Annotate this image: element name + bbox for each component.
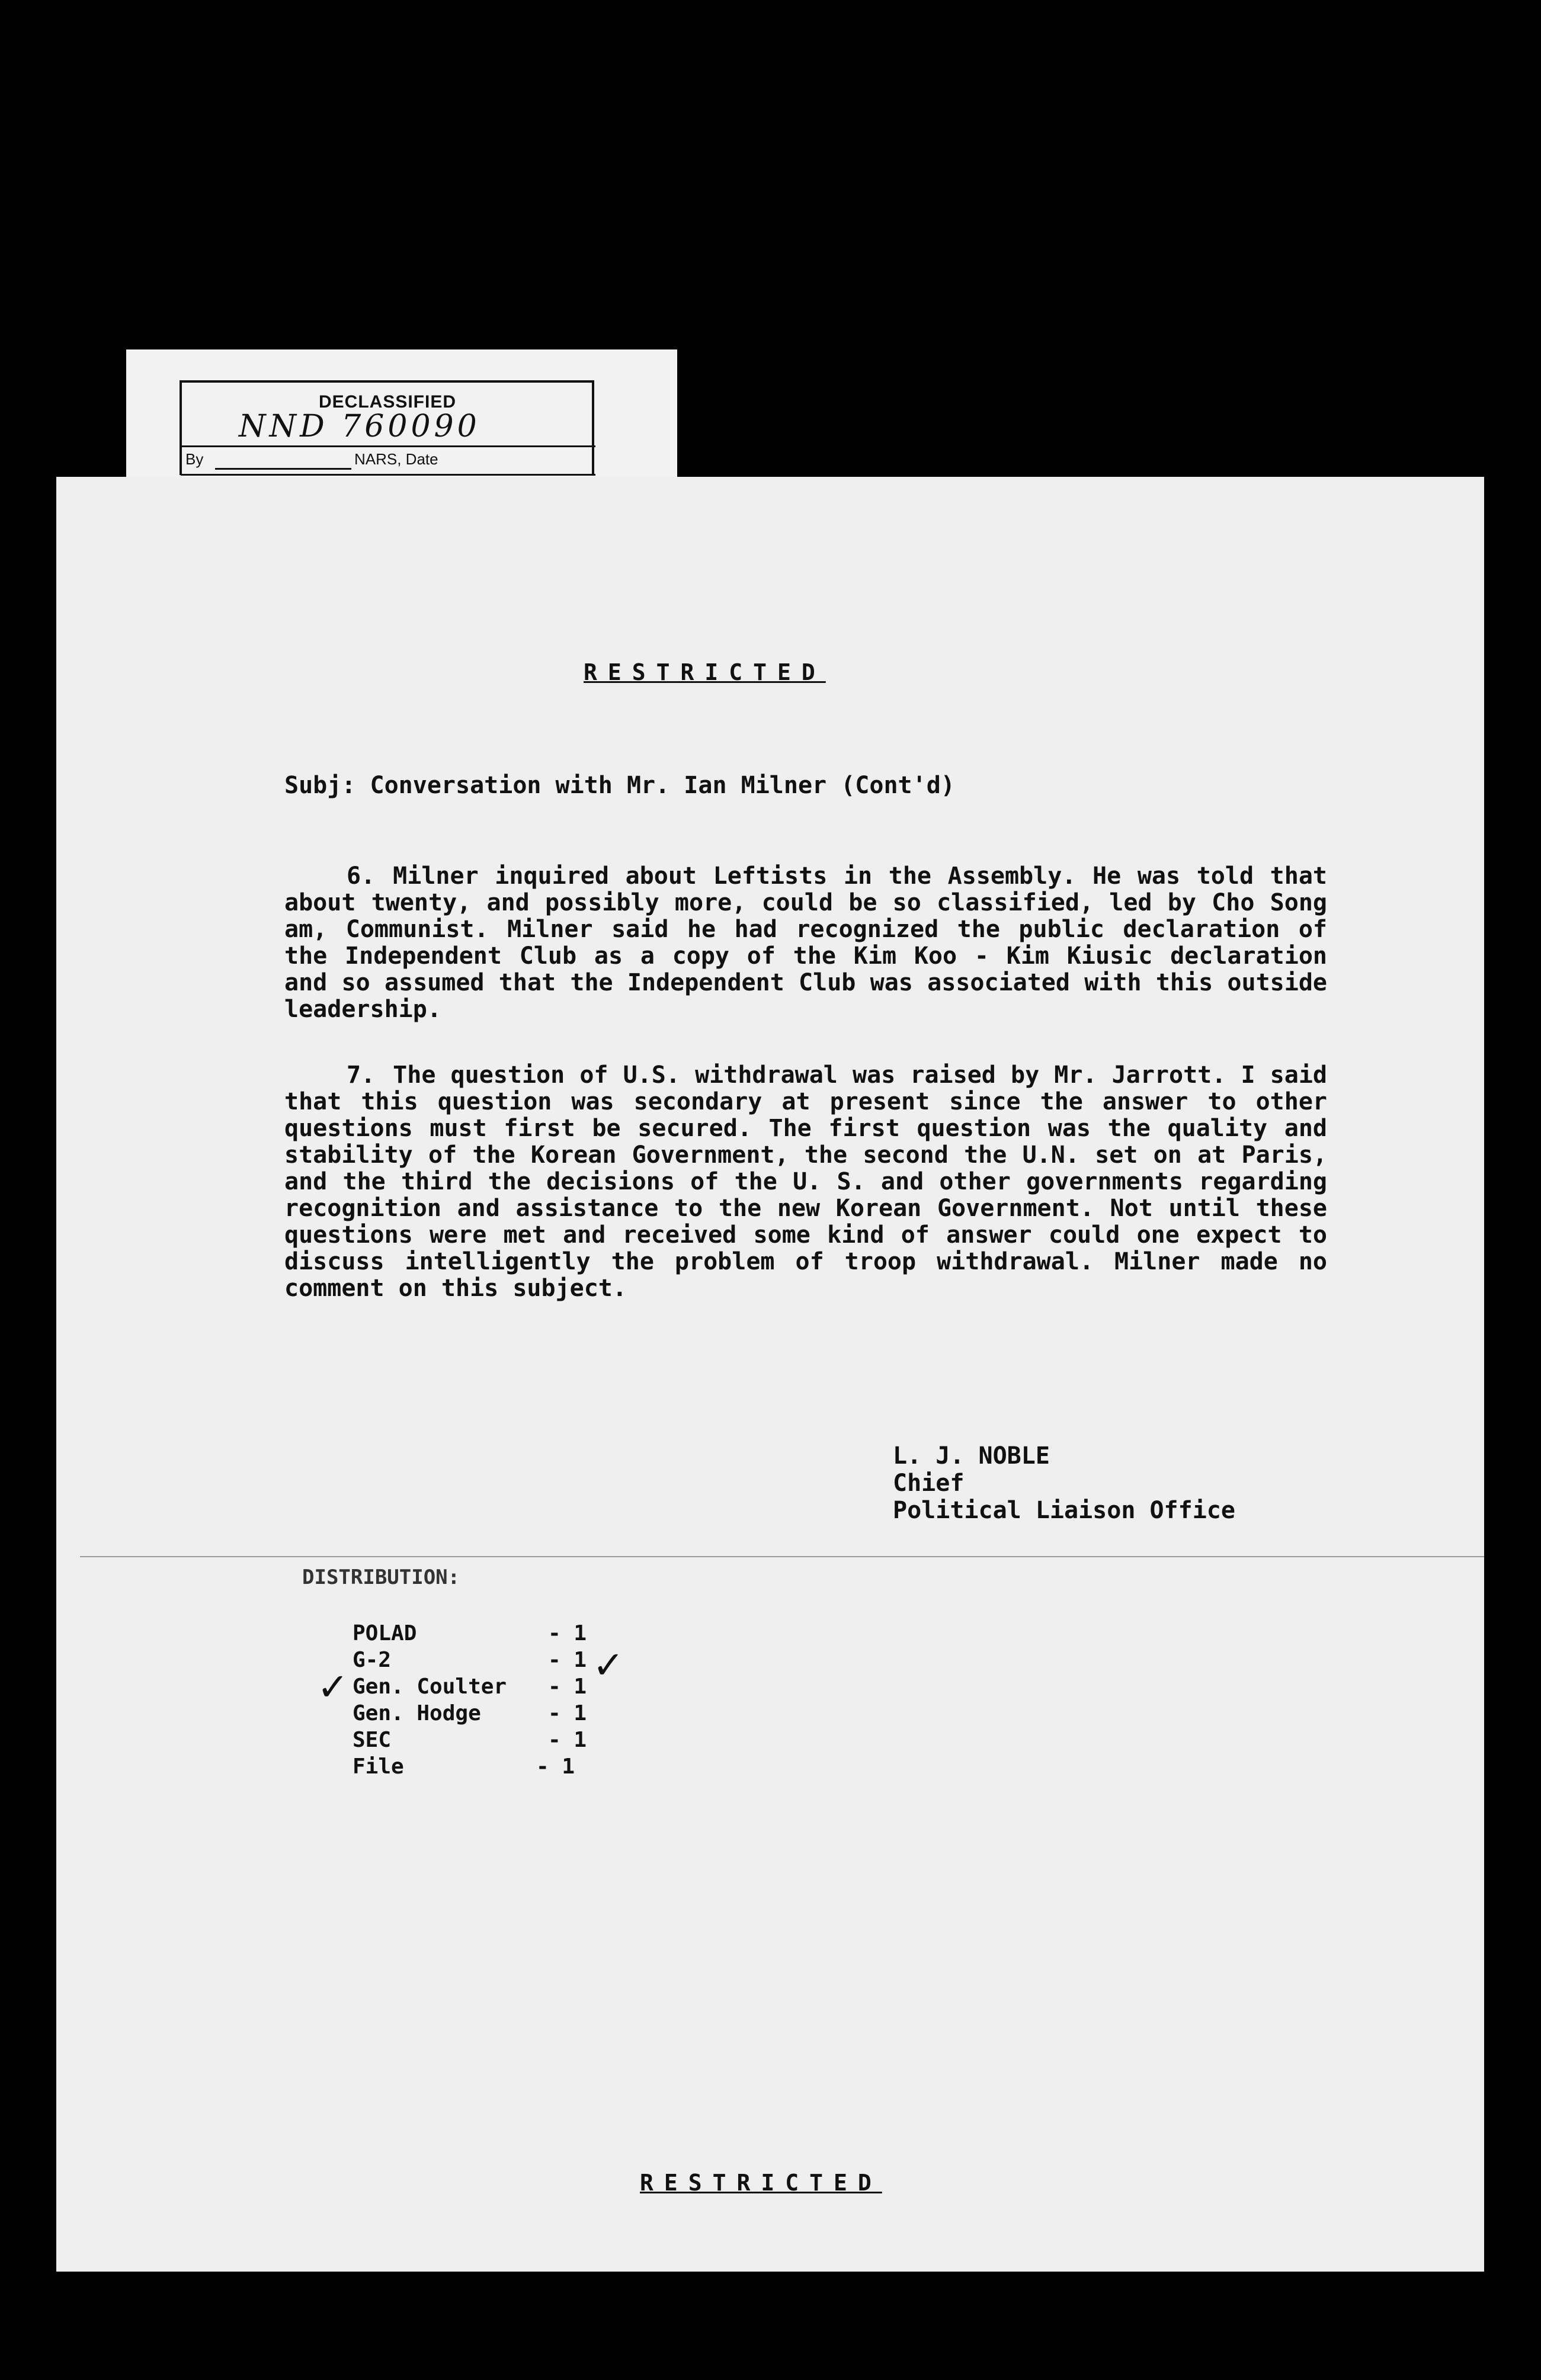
distribution-name: G-2	[353, 1648, 392, 1672]
distribution-name: POLAD	[353, 1621, 417, 1646]
by-label: By	[185, 450, 204, 468]
signer-title: Chief	[893, 1470, 965, 1497]
distribution-name: File	[353, 1754, 404, 1779]
paragraph-6	[284, 863, 1327, 1023]
distribution-item	[353, 1675, 587, 1699]
distribution-count: - 1	[548, 1621, 587, 1646]
signer-name: L. J. NOBLE	[893, 1442, 1050, 1470]
distribution-count: - 1	[536, 1754, 575, 1779]
classification-top: RESTRICTED	[584, 659, 826, 685]
signature-block	[893, 1442, 1235, 1524]
distribution-name: SEC	[353, 1728, 392, 1752]
paragraph-number: 7.	[347, 1061, 376, 1089]
handwritten-check-icon: ✓	[317, 1666, 349, 1709]
distribution-item	[353, 1728, 587, 1752]
distribution-item	[353, 1701, 587, 1725]
nars-date-label: NARS, Date	[354, 450, 438, 468]
stamp-line	[181, 474, 595, 476]
distribution-count: - 1	[548, 1728, 587, 1752]
declassification-stamp	[126, 349, 677, 492]
subject-line: Subj: Conversation with Mr. Ian Milner (Cont'd)	[284, 772, 955, 799]
declassified-label: DECLASSIFIED	[319, 392, 457, 412]
classification-bottom: RESTRICTED	[640, 2170, 882, 2196]
distribution-count: - 1	[548, 1675, 587, 1699]
by-signature-line	[215, 468, 351, 470]
distribution-item	[353, 1621, 587, 1646]
signer-office: Political Liaison Office	[893, 1497, 1235, 1524]
distribution-count: - 1	[548, 1701, 587, 1725]
authority-number: NND 760090	[239, 409, 480, 444]
document-page	[56, 477, 1484, 2272]
handwritten-check-icon: ✓	[592, 1644, 624, 1688]
stamp-line	[181, 445, 595, 447]
page-fold-line	[80, 1556, 1484, 1557]
distribution-count: - 1	[548, 1648, 587, 1672]
distribution-item	[353, 1754, 575, 1779]
paragraph-number: 6.	[347, 862, 376, 890]
distribution-name: Gen. Coulter	[353, 1675, 507, 1699]
paragraph-text: The question of U.S. withdrawal was raised by Mr. Jarrott. I said that this question was secondary at present since the answer to other questions must first be secured. The first question was the quality and stability of the Korean Government, the second the U.N. set on at Paris, and the third the decisions of the U. S. and other governments regarding recognition and assistance to the new Korean Government. Not until these questions were met and received some kind of answer could one expect to discuss intelligently the problem of troop withdrawal. Milner made no comment on this subject.	[284, 1061, 1327, 1302]
distribution-item	[353, 1648, 587, 1672]
distribution-title: DISTRIBUTION:	[302, 1566, 460, 1589]
paragraph-text: Milner inquired about Leftists in the Assembly. He was told that about twenty, and possibly more, could be so classified, led by Cho Song am, Communist. Milner said he had recognized the public declaration of the Independent Club as a copy of the Kim Koo - Kim Kiusic declaration and so assumed that the Independent Club was associated with this outside leadership.	[284, 862, 1327, 1023]
distribution-name: Gen. Hodge	[353, 1701, 481, 1725]
paragraph-7	[284, 1062, 1327, 1302]
